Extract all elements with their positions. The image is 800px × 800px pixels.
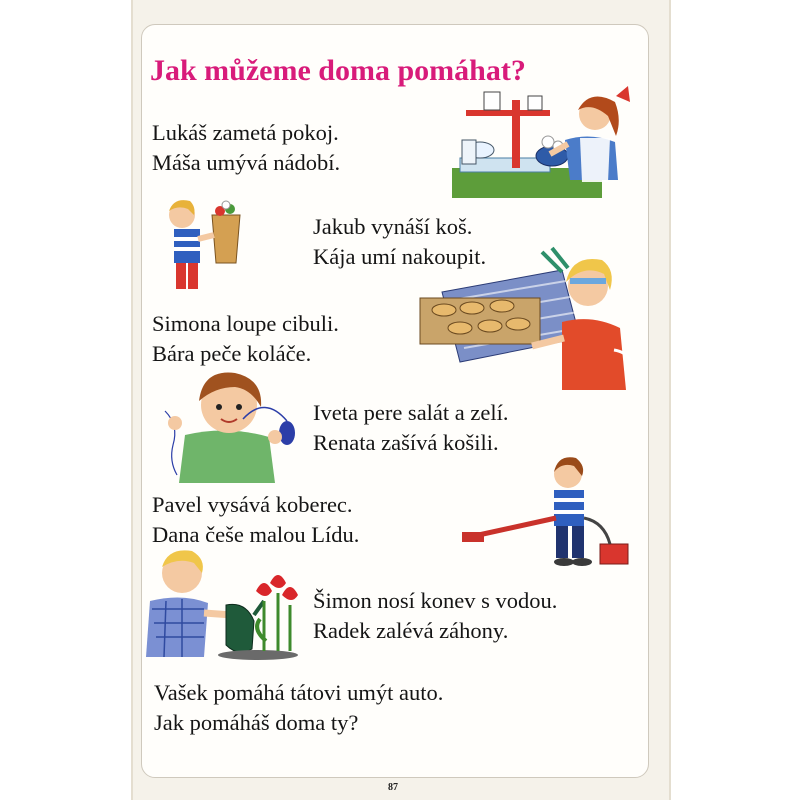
text-line-masa: Máša umývá nádobí.	[152, 150, 341, 175]
text-line-kaja: Kája umí nakoupit.	[313, 244, 487, 269]
text-line-radek: Radek zalévá záhony.	[313, 618, 509, 643]
text-line-lukas: Lukáš zametá pokoj.	[152, 120, 339, 145]
illustration-boy-carrying-bin	[160, 193, 250, 295]
text-line-renata: Renata zašívá košili.	[313, 430, 499, 455]
text-line-vasek: Vašek pomáhá tátovi umýt auto.	[154, 680, 444, 705]
illustration-boy-sewing	[155, 365, 300, 487]
text-line-simona: Simona loupe cibuli.	[152, 311, 339, 336]
text-line-dana: Dana češe malou Lídu.	[152, 522, 360, 547]
text-line-simon: Šimon nosí konev s vodou.	[313, 588, 558, 613]
illustration-girl-baking	[412, 242, 638, 394]
page-number: 87	[388, 782, 398, 793]
illustration-boy-watering-tulips	[142, 545, 304, 667]
illustration-boy-vacuuming	[460, 448, 632, 570]
text-line-pavel: Pavel vysává koberec.	[152, 492, 353, 517]
page-title: Jak můžeme doma pomáhat?	[150, 54, 526, 87]
text-line-question: Jak pomáháš doma ty?	[154, 710, 359, 735]
text-line-iveta: Iveta pere salát a zelí.	[313, 400, 509, 425]
text-line-bara: Bára peče koláče.	[152, 341, 312, 366]
illustration-girl-washing-dishes	[440, 80, 640, 205]
text-line-jakub: Jakub vynáší koš.	[313, 214, 473, 239]
